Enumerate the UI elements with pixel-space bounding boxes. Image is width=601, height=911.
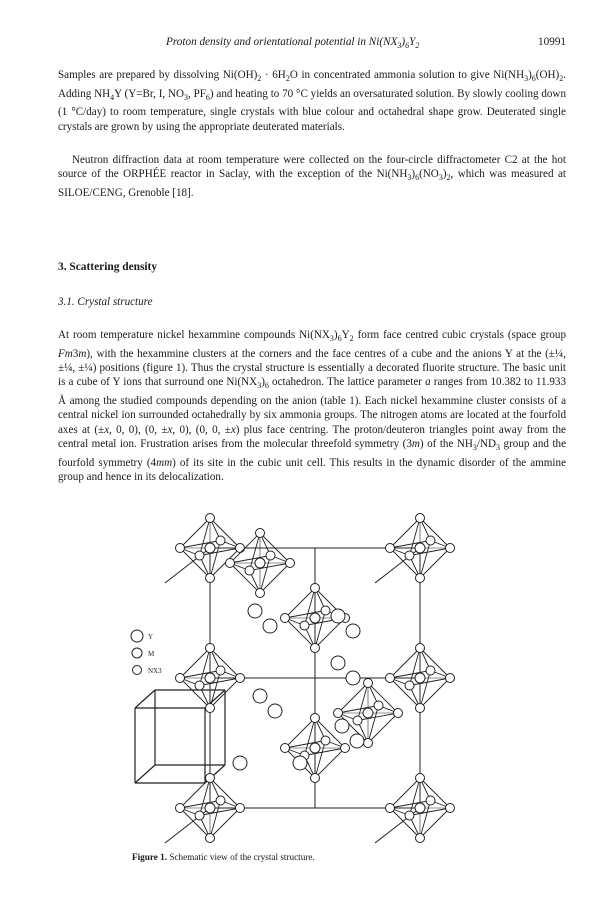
legend-y: Y	[148, 633, 154, 641]
lattice-edge	[420, 518, 450, 548]
hexammine-octahedron	[386, 644, 455, 713]
hexammine-octahedron	[386, 774, 455, 843]
metal-atom	[415, 803, 425, 813]
nx3-atom	[176, 674, 185, 683]
nx3-atom	[416, 704, 425, 713]
metal-atom	[415, 543, 425, 553]
lattice-edge	[285, 618, 315, 648]
nx3-atom	[426, 666, 435, 675]
nx3-atom	[374, 701, 383, 710]
nx3-atom	[321, 606, 330, 615]
y-anion	[233, 756, 247, 770]
lattice-edge	[210, 648, 240, 678]
lattice-edge	[210, 778, 240, 808]
nx3-atom	[311, 584, 320, 593]
lattice-edge	[210, 518, 240, 548]
nx3-atom	[216, 666, 225, 675]
hexammine-octahedron	[176, 644, 245, 713]
legend-m: M	[148, 650, 155, 658]
nx3-atom	[206, 774, 215, 783]
nx3-atom	[334, 709, 343, 718]
nx3-atom	[394, 709, 403, 718]
hexammine-octahedron	[386, 514, 455, 583]
y-anion	[346, 624, 360, 638]
y-anion	[335, 719, 349, 733]
y-anion	[263, 619, 277, 633]
nx3-atom	[256, 589, 265, 598]
legend-nx3: NX3	[148, 667, 162, 675]
nx3-atom	[416, 834, 425, 843]
page-number: 10991	[538, 36, 566, 48]
caption-text: Schematic view of the crystal structure.	[169, 852, 315, 862]
nx3-atom	[176, 544, 185, 553]
nx3-atom	[353, 716, 362, 725]
nx3-atom	[416, 644, 425, 653]
nx3-atom	[300, 621, 309, 630]
nx3-atom	[256, 529, 265, 538]
nx3-atom	[206, 574, 215, 583]
nx3-atom	[405, 681, 414, 690]
caption-label: Figure 1.	[132, 852, 168, 862]
y-anion	[293, 756, 307, 770]
lattice-edge	[180, 678, 210, 708]
paragraph-crystal-structure: At room temperature nickel hexammine compounds $Ni(NX_3)_6Y_2$ form face centred cubic crystals (space group Fm3m), with the hexammine clusters at the corners and the face centres of a cube and the anions Y at the (±¼, ±¼, ±¼) positions (figure 1). Thus the crystal structure is essentially a decorated fluorite structure. The basic unit is a cube of Y ions that surround one $Ni(NX_3)_6$ octahedron. The lattice parameter a ranges from 10.382 to 11.933 Å among the studied compounds depending on the anion (table 1). Each nickel hexammine cluster consists of a central nickel ion surrounded octahedrally by six ammonia groups. The nitrogen atoms are located at the fourfold axes at (±x, 0, 0), (0, ±x, 0), (0, 0, ±x) plus face centring. The proton/deuteron triangles point away from the central metal ion. Frustration arises from the molecular threefold symmetry (3m) of the $NH_3/ND_3$ group and the fourfold symmetry (4mm) of its site in the cubic unit cell. This results in the dynamic disorder of the ammine group and hence in its delocalization.	[58, 329, 566, 484]
lattice-edge	[368, 683, 398, 713]
lattice-edge	[230, 563, 260, 593]
figure-legend	[131, 630, 162, 675]
nx3-atom	[226, 559, 235, 568]
nx3-atom	[321, 736, 330, 745]
metal-atom	[363, 708, 373, 718]
nx3-atom	[195, 551, 204, 560]
crystal-structure-diagram	[120, 508, 490, 848]
lattice-edge	[390, 548, 420, 578]
nx3-atom	[416, 574, 425, 583]
y-anion	[253, 689, 267, 703]
y-anion	[346, 671, 360, 685]
nx3-atom	[176, 804, 185, 813]
figure-caption	[132, 852, 315, 862]
paragraph-sample-preparation: Samples are prepared by dissolving $Ni(OH)_2 \cdot 6H_2O$ in concentrated ammonia solution to give $Ni(NH_3)_6(OH)_2$. Adding $NH_4Y$ (Y=Br, I, $NO_3$, $PF_6$) and heating to 70 °C yields an oversaturated solution. By slowly cooling down (1 °C/day) to room temperature, single crystals with blue colour and octahedral shape grow. Deuterated single crystals are grown by using the appropriate deuterated materials.	[58, 69, 566, 133]
section-heading: 3. Scattering density	[58, 261, 158, 273]
nx3-atom	[446, 544, 455, 553]
lattice-edge	[135, 765, 155, 783]
y-anion	[331, 609, 345, 623]
paragraph-neutron-diffraction: Neutron diffraction data at room temperature were collected on the four-circle diffractometer C2 at the hot source of the ORPHÉE reactor in Saclay, with the exception of the $Ni(NH_3)_6(NO_3)_2$, which was measured at SILOE/CENG, Grenoble [18].	[58, 154, 566, 200]
lattice-edge	[180, 808, 210, 838]
hexammine-octahedron	[334, 679, 403, 748]
metal-atom	[310, 613, 320, 623]
nx3-atom	[426, 796, 435, 805]
y-anion	[331, 656, 345, 670]
nx3-atom	[266, 551, 275, 560]
nx3-atom	[386, 804, 395, 813]
nx3-atom	[206, 644, 215, 653]
nx3-atom	[416, 774, 425, 783]
nx3-atom	[236, 674, 245, 683]
nx3-atom	[446, 804, 455, 813]
nx3-atom	[195, 681, 204, 690]
lattice-edge	[420, 648, 450, 678]
metal-atom	[415, 673, 425, 683]
y-anion	[268, 704, 282, 718]
nx3-atom	[216, 536, 225, 545]
lattice-edge	[390, 808, 420, 838]
nx3-atom	[364, 739, 373, 748]
y-anion	[248, 604, 262, 618]
metal-atom	[205, 543, 215, 553]
nx3-atom	[236, 804, 245, 813]
metal-atom	[205, 673, 215, 683]
metal-atom	[255, 558, 265, 568]
metal-atom	[310, 743, 320, 753]
nx3-atom	[426, 536, 435, 545]
running-header	[58, 36, 566, 52]
nx3-atom	[216, 796, 225, 805]
nx3-atom	[286, 559, 295, 568]
hexammine-octahedron	[226, 529, 295, 598]
lattice-edge	[420, 778, 450, 808]
nx3-atom	[206, 514, 215, 523]
running-title: Proton density and orientational potential in $Ni(NX_3)_6Y_2$	[166, 36, 420, 51]
nx3-atom	[405, 551, 414, 560]
crystal-structure-figure	[120, 508, 490, 848]
nx3-atom	[446, 674, 455, 683]
nx3-atom	[311, 714, 320, 723]
nx3-atom	[206, 704, 215, 713]
lattice-edge	[135, 690, 155, 708]
nx3-atom	[281, 744, 290, 753]
nx3-atom	[311, 774, 320, 783]
lattice-edge	[180, 548, 210, 578]
lattice-edge	[390, 678, 420, 708]
hexammine-octahedron	[176, 774, 245, 843]
nx3-atom	[364, 679, 373, 688]
nx3-atom	[416, 514, 425, 523]
nx3-atom	[311, 644, 320, 653]
nx3-atom	[386, 544, 395, 553]
y-anion	[350, 734, 364, 748]
nx3-atom	[195, 811, 204, 820]
nx3-atom	[236, 544, 245, 553]
nx3-atom	[341, 744, 350, 753]
nx3-atom	[245, 566, 254, 575]
nx3-atom	[206, 834, 215, 843]
subsection-heading: 3.1. Crystal structure	[58, 296, 153, 308]
hexammine-octahedron	[176, 514, 245, 583]
metal-atom	[205, 803, 215, 813]
nx3-atom	[386, 674, 395, 683]
nx3-atom	[405, 811, 414, 820]
nx3-atom	[281, 614, 290, 623]
